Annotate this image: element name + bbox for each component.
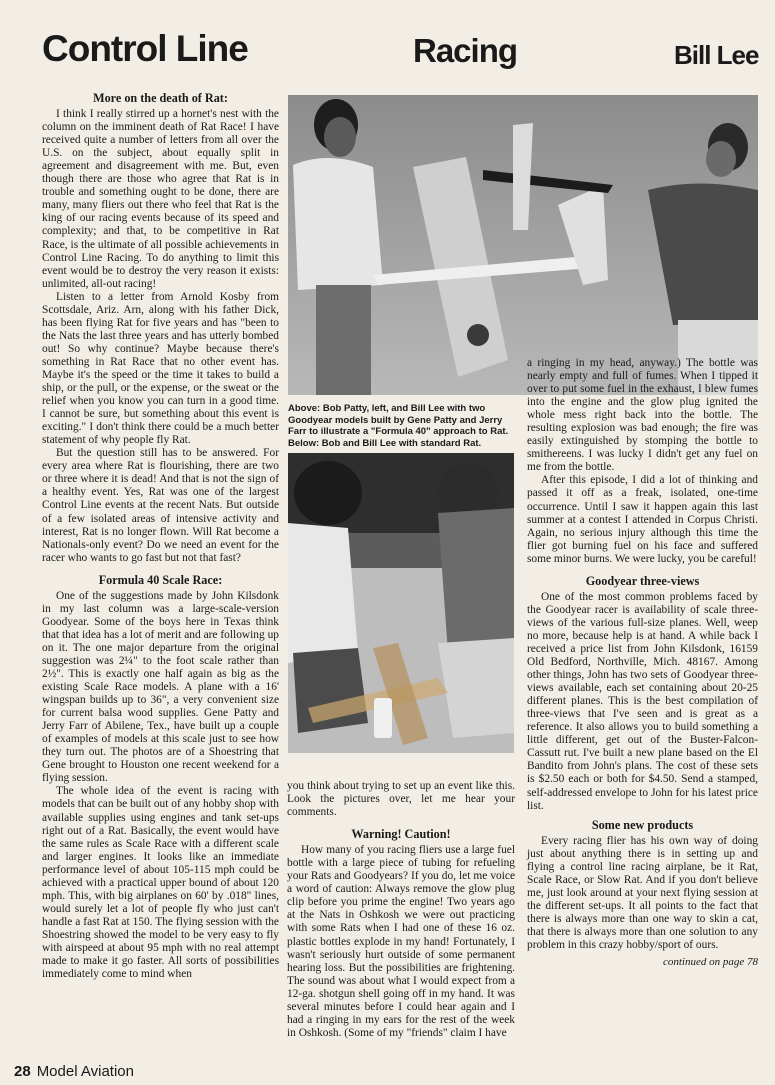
paragraph: you think about trying to set up an event like this. Look the pictures over, let me hear your comments.	[287, 780, 515, 819]
subheading-goodyear-three-views: Goodyear three-views	[585, 573, 700, 588]
subheading-death-of-rat: More on the death of Rat:	[93, 91, 228, 105]
paragraph: Every racing flier has his own way of doing just about anything there is in setting up and flying a control line racing airplane, be it Rat, Scale Race, or Slow Rat. And if you don't believe me, just look around at your next flying session at the different set-ups. It all points to the fact that there is always more than one way to skin a cat, that there is always more than one solution to any problem in this crazy hobby/sport of ours.	[527, 834, 758, 952]
page-footer	[14, 1063, 134, 1080]
paragraph: How many of you racing fliers use a large fuel bottle with a large piece of tubing for refueling your Rats and Goodyears? If you do, let me voice a word of caution: Always remove the glow plug clip before you prime the engine! Two years ago at the Nats in Oshkosh we were out practicing with some Rats when I had one of these 16 oz. plastic bottles explode in my hand! Fortunately, I wasn't seriously hurt outside of some permanent hearing loss. But the possibilities are frightening. The sound was about what I would expect from a 12-ga. shotgun shell going off in my hand. It was several minutes before I could hear again and I had a ringing in my ears for the rest of the week in Oshkosh. (Some of my "friends" claim I have	[287, 844, 515, 1039]
subheading-formula-40: Formula 40 Scale Race:	[98, 572, 223, 587]
subheading-warning: Warning! Caution!	[351, 827, 451, 842]
text-column-2	[287, 780, 515, 1040]
column-title: Control Line	[42, 28, 248, 69]
text-column-3	[527, 357, 758, 969]
paragraph: But the question still has to be answered. For every area where Rat is flourishing, there are two or three where it is dead! And that is not the sign of a healthy event. Yes, Rat was one of the largest Control Line events at the recent Nats. But outside of a few isolated areas of intensive activity and interest, Rat is no longer flown. Will Rat become a Nationals-only event? Do we need an event for the racer who wants to go fast but not that fast?	[42, 447, 279, 564]
paragraph: After this episode, I did a lot of thinking and passed it off as a freak, isolated, one-time occurrence. Until I saw it happen again this last summer at a contest I attended in Corpus Christi. Again, no serious injury although this time the flier got burning fuel on his face and suffered some minor burns. We were lucky, you be careful!	[527, 474, 758, 565]
section-title: Racing	[413, 32, 518, 69]
continued-note: continued on page 78	[662, 956, 758, 969]
subheading-new-products: Some new products	[591, 817, 694, 832]
page-number: 28	[14, 1063, 31, 1080]
author-name: Bill Lee	[674, 40, 759, 70]
magazine-name: Model Aviation	[36, 1063, 134, 1080]
text-column-1	[42, 92, 279, 981]
photo-caption: Above: Bob Patty, left, and Bill Lee with two Goodyear models built by Gene Patty and Jerry Farr to illustrate a "Formula 40" approach to Rat. Below: Bob and Bill Lee with standard Rat.	[288, 403, 509, 449]
paragraph: I think I really stirred up a hornet's nest with the column on the imminent death of Rat Race! I have received quite a number of letters from all over the U.S. on the subject, about equally split in agreement and disagreement with me. But, even though there are those who agree that Rat is in trouble and something ought to be done, there are many, many fliers out there who feel that Rat is the king of our racing events because of its speed and complexity; and that, to be competitive in Rat Race, is the ultimate of all possible achievements in Control Line Racing. To do anything to limit this event would be to destroy the very reason it exists: unlimited, all-out racing!	[42, 108, 279, 290]
paragraph: One of the most common problems faced by the Goodyear racer is availability of scale three-views of the various full-size planes. Well, weep no more, because help is at hand. A while back I received a price list from John Kilsdonk, 16159 Old Bedford, Northville, Mich. 48167. Among other things, John has two sets of Goodyear three-views available, each set containing about 20-25 different planes. This is the best compilation of three-views that I've seen and is great as a reference. It also allows you to build something a little different, get out of the Buster-Falcon-Cassutt rut. I've built a new plane based on the El Bandito from John's plans. The cost of these sets is $2.50 each or both for $4.50. Send a stamped, self-addressed envelope to John for his latest price list.	[527, 590, 758, 812]
photo-standard-rat	[288, 453, 514, 753]
paragraph: a ringing in my head, anyway.) The bottle was nearly empty and full of fumes. When I tipped it over to put some fuel in the exhaust, I blew fumes into the engine and the glow plug ignited the whole mess right back into the bottle. The resulting explosion was bad enough; the fire was easily extinguished by stomping the bottle to smithereens. I was lucky I didn't get any fuel on me from the bottle.	[527, 357, 758, 474]
paragraph: The whole idea of the event is racing with models that can be built out of any hobby shop with available supplies using engines and tank set-ups right out of a Rat. Basically, the event would have the same rules as Scale Race with a different scale and larger engines. It looks like an immediate performance level of about 105-115 mph could be achieved with a practical upper bound of about 120 mph. This, with big airplanes on 60' by .018" lines, would surely let a lot of people fly who just can't handle a fast Rat at 150. The flying session with the Shoestring showed the model to be very easy to fly with airspeed at about 95 mph with no real attempt made to make it go faster. All sorts of possibilities immediately come to mind when	[42, 785, 279, 981]
paragraph: One of the suggestions made by John Kilsdonk in my last column was a large-scale-version Goodyear. Some of the boys here in Texas think that that idea has a lot of merit and are following up on it. The one major departure from the original suggestion was 2¼" to the foot scale rather than 2½". This is exactly one half again as big as the existing Scale Race models. A plane with a 16' wingspan builds up to 36", a very convenient size for current balsa wood supplies. Gene Patty and Jerry Farr of Abilene, Tex., have built up a couple of examples of models at this scale just to see how they turn out. The photos are of a Shoestring that Gene brought to Houston one recent weekend for a flying session.	[42, 589, 279, 785]
paragraph: Listen to a letter from Arnold Kosby from Scottsdale, Ariz. Arn, along with his father Dick, has been flying Rat for five years and has "been to the Nats the last three years and has utterly bombed out! So why continue? Maybe because there's something in Rat Race that no other event has. Maybe it's the speed or the time it takes to build a ship, or the pull, or the expense, or the sweat or the relief when you know you can turn in a good time. I cannot be sure, but something about this event is exciting." I don't think there could be a much better statement of why people fly Rat.	[42, 290, 279, 447]
photo-two-goodyear-models	[288, 95, 758, 395]
